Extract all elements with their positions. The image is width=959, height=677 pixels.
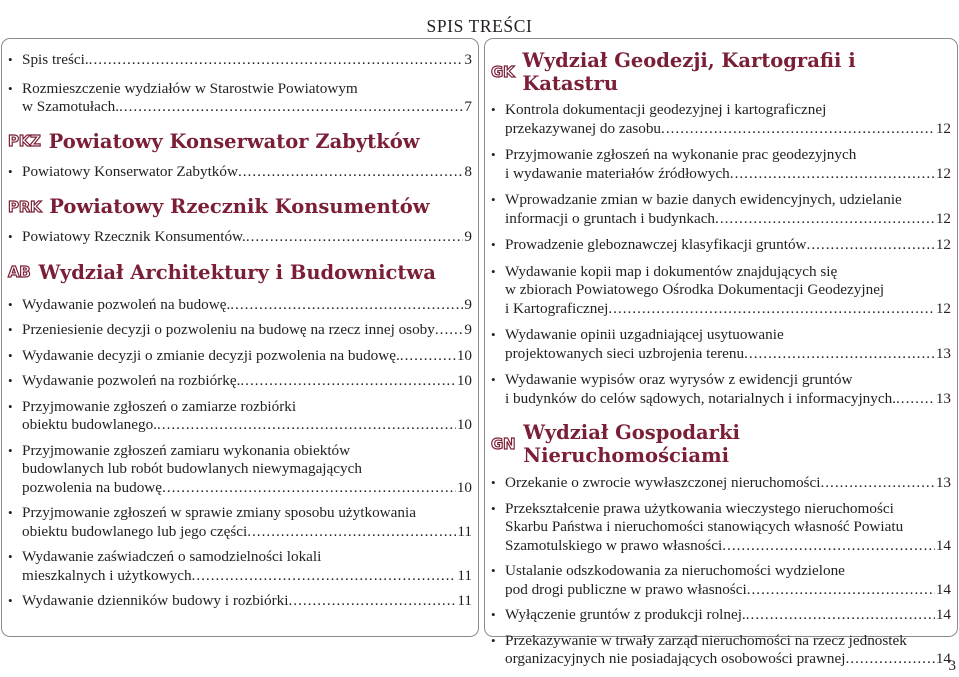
toc-entry <box>8 442 472 498</box>
entry-text: i budynków do celów sądowych, notarialnych i informacyjnych. <box>505 389 896 407</box>
entry-text: Przekazywanie w trwały zarząd nieruchomości na rzecz jednostek <box>505 631 907 649</box>
bullet-icon: • <box>491 500 496 516</box>
entry-page-number: 14 <box>935 580 951 598</box>
right-column <box>484 38 958 667</box>
entry-text: Przyjmowanie zgłoszeń w sprawie zmiany sposobu użytkowania <box>22 504 416 521</box>
dot-leader <box>192 567 457 586</box>
entry-page-number: 3 <box>464 51 472 68</box>
entry-page-number: 9 <box>464 228 472 245</box>
toc-entry <box>491 562 951 599</box>
entry-text: Przeniesienie decyzji o pozwoleniu na budowę na rzecz innej osoby <box>22 321 435 338</box>
toc-entry <box>8 228 472 247</box>
left-column <box>1 38 479 637</box>
bullet-icon: • <box>8 549 13 564</box>
toc-entry <box>8 163 472 182</box>
bullet-icon: • <box>491 563 496 578</box>
entry-page-number: 13 <box>935 344 951 362</box>
bullet-icon: • <box>8 398 13 414</box>
bullet-icon: • <box>8 229 13 244</box>
section-header-prk <box>8 195 472 218</box>
dot-leader <box>247 523 456 542</box>
toc-entry <box>491 474 951 493</box>
bullet-icon: • <box>491 327 496 342</box>
dot-leader <box>896 390 935 409</box>
toc-entry <box>491 326 951 363</box>
entry-page-number: 11 <box>457 522 472 540</box>
entry-text: Wydawanie decyzji o zmianie decyzji pozwolenia na budowę. <box>22 346 400 364</box>
toc-entry <box>8 372 472 391</box>
toc-entry <box>8 51 472 70</box>
bullet-icon: • <box>491 147 496 162</box>
bullet-icon: • <box>491 263 496 279</box>
entry-text: organizacyjnych nie posiadających osobowości prawnej <box>505 650 846 667</box>
entry-text: Orzekanie o zwrocie wywłaszczonej nieruchomości <box>505 474 821 491</box>
entry-text: Spis treści. <box>22 51 89 68</box>
dot-leader <box>744 345 935 364</box>
entry-page-number: 14 <box>935 650 951 667</box>
toc-entry <box>8 592 472 611</box>
entry-text: Przyjmowanie zgłoszeń na wykonanie prac geodezyjnych <box>505 146 857 163</box>
entry-page-number: 10 <box>456 372 472 389</box>
bullet-icon: • <box>8 163 13 179</box>
bullet-icon: • <box>491 632 496 648</box>
gk-logo-icon: GK <box>491 63 515 81</box>
toc-entry <box>8 296 472 315</box>
entry-text: w Szamotułach. <box>22 98 120 115</box>
toc-entry <box>8 504 472 541</box>
toc-entry <box>491 500 951 556</box>
dot-leader <box>845 650 934 669</box>
section-header-gn <box>491 421 951 467</box>
entry-page-number: 12 <box>935 236 951 253</box>
entry-text: przekazywanej do zasobu <box>505 119 662 137</box>
entry-text: Prowadzenie gleboznawczej klasyfikacji gruntów <box>505 236 807 253</box>
toc-entry <box>491 236 951 255</box>
entry-page-number: 10 <box>456 416 472 433</box>
dot-leader <box>246 228 464 247</box>
toc-entry <box>8 398 472 435</box>
section-header-pkz <box>8 130 472 153</box>
toc-entry <box>491 146 951 183</box>
entry-text: Przyjmowanie zgłoszeń o zamiarze rozbiórki <box>22 397 297 415</box>
entry-text: w zbiorach Powiatowego Ośrodka Dokumentacji Geodezyjnej <box>505 281 885 298</box>
entry-text: pod drogi publiczne w prawo własności <box>505 580 747 598</box>
bullet-icon: • <box>8 347 13 363</box>
gn-list <box>491 474 951 669</box>
entry-text: Wydawanie kopii map i dokumentów znajdujących się <box>505 262 838 280</box>
dot-leader <box>240 372 455 391</box>
dot-leader <box>435 321 464 340</box>
bullet-icon: • <box>491 192 496 207</box>
entry-page-number: 8 <box>464 162 472 180</box>
entry-text: Kontrola dokumentacji geodezyjnej i kartograficznej <box>505 101 827 118</box>
pkz-list <box>8 163 472 182</box>
intro-list <box>8 51 472 117</box>
prk-logo-icon: PRK <box>8 197 42 216</box>
entry-text: projektowanych sieci uzbrojenia terenu <box>505 344 745 362</box>
entry-text: Przyjmowanie zgłoszeń zamiaru wykonania obiektów <box>22 441 351 459</box>
section-title-prk: Powiatowy Rzecznik Konsumentów <box>49 195 430 218</box>
entry-text: Wydawanie dzienników budowy i rozbiórki <box>22 592 289 609</box>
entry-text: informacji o gruntach i budynkach <box>505 209 716 227</box>
bullet-icon: • <box>491 372 496 387</box>
section-title-pkz: Powiatowy Konserwator Zabytków <box>48 129 420 153</box>
entry-text: Wydawanie pozwoleń na rozbiórkę. <box>22 372 241 389</box>
entry-text: Ustalanie odszkodowania za nieruchomości wydzielone <box>505 562 845 579</box>
entry-page-number: 13 <box>935 474 951 491</box>
prk-list <box>8 228 472 247</box>
bullet-icon: • <box>8 80 13 96</box>
entry-text: Wydawanie wypisów oraz wyrysów z ewidencji gruntów <box>505 371 853 388</box>
entry-text: i Kartograficznej <box>505 299 609 317</box>
dot-leader <box>715 210 935 229</box>
dot-leader <box>400 347 456 366</box>
entry-text: Rozmieszczenie wydziałów w Starostwie Powiatowym <box>22 79 358 97</box>
entry-page-number: 10 <box>456 346 472 364</box>
toc-entry <box>8 80 472 117</box>
entry-text: mieszkalnych i użytkowych <box>22 566 192 584</box>
entry-text: pozwolenia na budowę <box>22 478 163 496</box>
entry-page-number: 9 <box>464 295 472 313</box>
dot-leader <box>162 479 456 498</box>
entry-page-number: 7 <box>464 98 472 115</box>
entry-page-number: 12 <box>935 164 951 182</box>
section-title-ab: Wydział Architektury i Budownictwa <box>38 260 436 284</box>
ab-logo-icon: AB <box>8 263 31 281</box>
bullet-icon: • <box>8 442 13 458</box>
entry-page-number: 9 <box>464 321 472 338</box>
entry-page-number: 11 <box>457 592 472 609</box>
dot-leader <box>238 163 463 182</box>
entry-text: Szamotulskiego w prawo własności <box>505 536 723 554</box>
dot-leader <box>746 606 935 625</box>
entry-text: budowlanych lub robót budowlanych niewymagających <box>22 460 362 477</box>
toc-entry <box>8 548 472 585</box>
dot-leader <box>730 165 935 184</box>
entry-text: Wydawanie zaświadczeń o samodzielności lokali <box>22 548 322 565</box>
bullet-icon: • <box>8 322 13 337</box>
gk-list <box>491 101 951 408</box>
dot-leader <box>722 537 935 556</box>
dot-leader <box>157 416 456 435</box>
section-title-gk: Wydział Geodezji, Kartografii i Katastru <box>522 49 856 95</box>
bullet-icon: • <box>8 593 13 608</box>
entry-page-number: 14 <box>935 536 951 554</box>
entry-page-number: 13 <box>935 389 951 407</box>
bullet-icon: • <box>491 102 496 117</box>
section-title-gn: Wydział Gospodarki Nieruchomościami <box>523 421 740 467</box>
entry-text: Wyłączenie gruntów z produkcji rolnej. <box>505 606 746 623</box>
entry-text: Powiatowy Konserwator Zabytków <box>22 162 238 180</box>
dot-leader <box>289 592 457 611</box>
entry-text: Wprowadzanie zmian w bazie danych ewidencyjnych, udzielanie <box>505 191 902 208</box>
entry-page-number: 10 <box>456 478 472 496</box>
gn-logo-icon: GN <box>491 435 516 453</box>
entry-text: obiektu budowlanego lub jego części <box>22 522 248 540</box>
entry-text: Powiatowy Rzecznik Konsumentów. <box>22 228 246 245</box>
section-header-ab <box>8 261 472 284</box>
toc-entry <box>491 632 951 669</box>
entry-page-number: 12 <box>935 119 951 137</box>
dot-leader <box>89 51 464 70</box>
entry-text: Przekształcenie prawa użytkowania wieczystego nieruchomości <box>505 499 894 517</box>
bullet-icon: • <box>491 475 496 490</box>
dot-leader <box>747 581 935 600</box>
toc-entry <box>8 321 472 340</box>
toc-entry <box>8 347 472 366</box>
entry-text: Wydawanie opinii uzgadniającej usytuowanie <box>505 326 784 343</box>
entry-text: Skarbu Państwa i nieruchomości stanowiących własność Powiatu <box>505 518 904 535</box>
toc-entry <box>491 606 951 625</box>
entry-page-number: 12 <box>935 299 951 317</box>
dot-leader <box>608 300 935 319</box>
dot-leader <box>807 236 935 255</box>
toc-entry <box>491 371 951 408</box>
toc-entry <box>491 101 951 138</box>
entry-text: i wydawanie materiałów źródłowych <box>505 164 730 182</box>
ab-list <box>8 296 472 611</box>
dot-leader <box>820 474 934 493</box>
page-number: 3 <box>948 658 956 674</box>
entry-page-number: 11 <box>457 566 472 584</box>
bullet-icon: • <box>491 607 496 622</box>
entry-page-number: 14 <box>935 606 951 623</box>
bullet-icon: • <box>8 373 13 388</box>
dot-leader <box>661 120 935 139</box>
toc-entry <box>491 263 951 319</box>
entry-text: Wydawanie pozwoleń na budowę. <box>22 295 231 313</box>
entry-page-number: 12 <box>935 209 951 227</box>
bullet-icon: • <box>491 237 496 252</box>
dot-leader <box>119 98 463 117</box>
dot-leader <box>230 296 463 315</box>
section-header-gk <box>491 49 951 95</box>
pkz-logo-icon: PKZ <box>8 132 41 150</box>
bullet-icon: • <box>8 296 13 312</box>
entry-text: obiektu budowlanego. <box>22 416 157 433</box>
bullet-icon: • <box>8 505 13 520</box>
bullet-icon: • <box>8 52 13 67</box>
page-title: SPIS TREŚCI <box>426 16 533 36</box>
toc-entry <box>491 191 951 228</box>
